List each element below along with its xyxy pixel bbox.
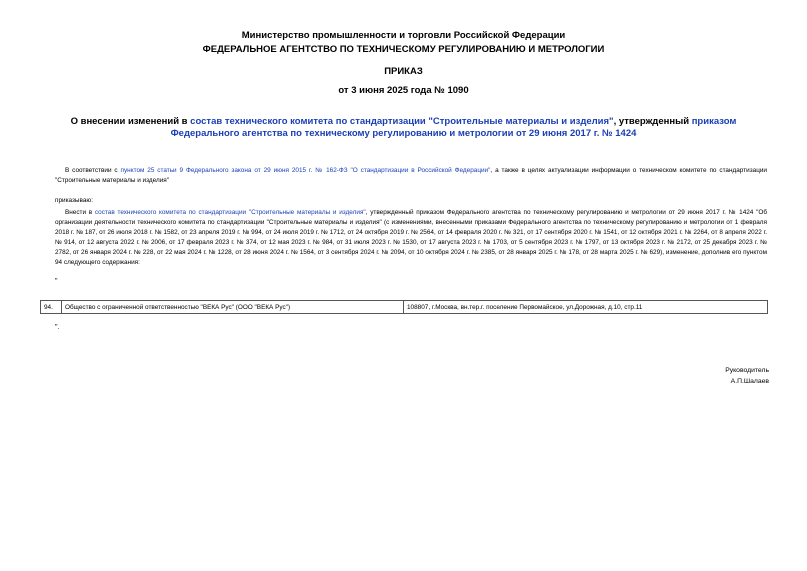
doc-type-heading: ПРИКАЗ bbox=[384, 66, 423, 77]
quote-close: ". bbox=[55, 324, 60, 331]
agency-heading: ФЕДЕРАЛЬНОЕ АГЕНТСТВО ПО ТЕХНИЧЕСКОМУ РЕГУЛИРОВАНИЮ И МЕТРОЛОГИИ bbox=[202, 44, 605, 55]
body-text-2: , утвержденный приказом Федерального агентства по техническому регулированию и метрологии от 29 июня 2017 г. № 1424 "Об организации деятельности технического комитета по стандартизации "Строительные материалы и изделия" (с изменениями, внесенными приказами Федерального агентства по техническому регулированию и метрологии от 1 февраля 2018 г. № 187, от 26 июля 2018 г. № 1582, от 23 апреля 2019 г. № 994, от 24 июля 2019 г. № 1712, от 24 октября 2019 г. № 2564, от 14 февраля 2020 г. № 321, от 17 сентября 2020 г. № 1541, от 12 октября 2021 г. № 2264, от 8 апреля 2022 г. № 914, от 12 августа 2022 г. № 2006, от 17 февраля 2023 г. № 374, от 12 мая 2023 г. № 984, от 31 июля 2023 г. № 1530, от 17 августа 2023 г. № 1703, от 5 сентября 2023 г. № 1797, от 13 октября 2023 г. № 2172, от 25 декабря 2023 г. № 2782, от 26 января 2024 г. № 228, от 22 мая 2024 г. № 1228, от 28 июня 2024 г. № 1564, от 3 сентября 2024 г. № 2094, от 10 октября 2024 г. № 2385, от 28 января 2025 г. № 178, от 28 марта 2025 г. № 629), изменение, дополнив его пунктом 94 следующего содержания: bbox=[55, 209, 767, 266]
title-order-link[interactable]: приказом Федерального агентства по техническому регулированию и метрологии от 29 июня 2017 г. № 1424 bbox=[170, 116, 737, 139]
title-text-1: О внесении изменений в bbox=[70, 116, 191, 127]
table-cell-number: 94. bbox=[41, 301, 62, 314]
doc-date-number: от 3 июня 2025 года № 1090 bbox=[338, 85, 469, 96]
table-cell-address: 108807, г.Москва, вн.тер.г. поселение Первомайское, ул.Дорожная, д.10, стр.11 bbox=[404, 301, 768, 314]
quote-open: " bbox=[55, 278, 58, 285]
table-row bbox=[41, 301, 768, 314]
title-committee-link[interactable]: состав технического комитета по стандартизации "Строительные материалы и изделия" bbox=[190, 116, 614, 127]
signature-name: А.П.Шалаев bbox=[730, 378, 769, 385]
table-cell-organization: Общество с ограниченной ответственностью "ВЕКА Рус" (ООО "ВЕКА Рус") bbox=[62, 301, 404, 314]
body-committee-link[interactable]: состав технического комитета по стандартизации "Строительные материалы и изделия" bbox=[94, 209, 366, 216]
order-word: приказываю: bbox=[55, 197, 93, 204]
document-title bbox=[50, 116, 757, 140]
ministry-heading: Министерство промышленности и торговли Российской Федерации bbox=[241, 30, 566, 41]
members-table bbox=[40, 300, 768, 314]
signature-role: Руководитель bbox=[725, 367, 769, 374]
preamble-text-1: В соответствии с bbox=[65, 167, 121, 174]
body-paragraph bbox=[55, 208, 767, 268]
preamble-paragraph bbox=[55, 166, 767, 186]
preamble-text-2: , а также в целях актуализации информации о техническом комитете по стандартизации "Строительные материалы и изделия" bbox=[55, 167, 767, 184]
body-text-1: Внести в bbox=[65, 209, 95, 216]
preamble-law-link[interactable]: пунктом 25 статьи 9 Федерального закона от 29 июня 2015 г. № 162-ФЗ "О стандартизации в Российской Федерации" bbox=[120, 167, 491, 174]
title-text-2: , утвержденный bbox=[613, 116, 692, 127]
